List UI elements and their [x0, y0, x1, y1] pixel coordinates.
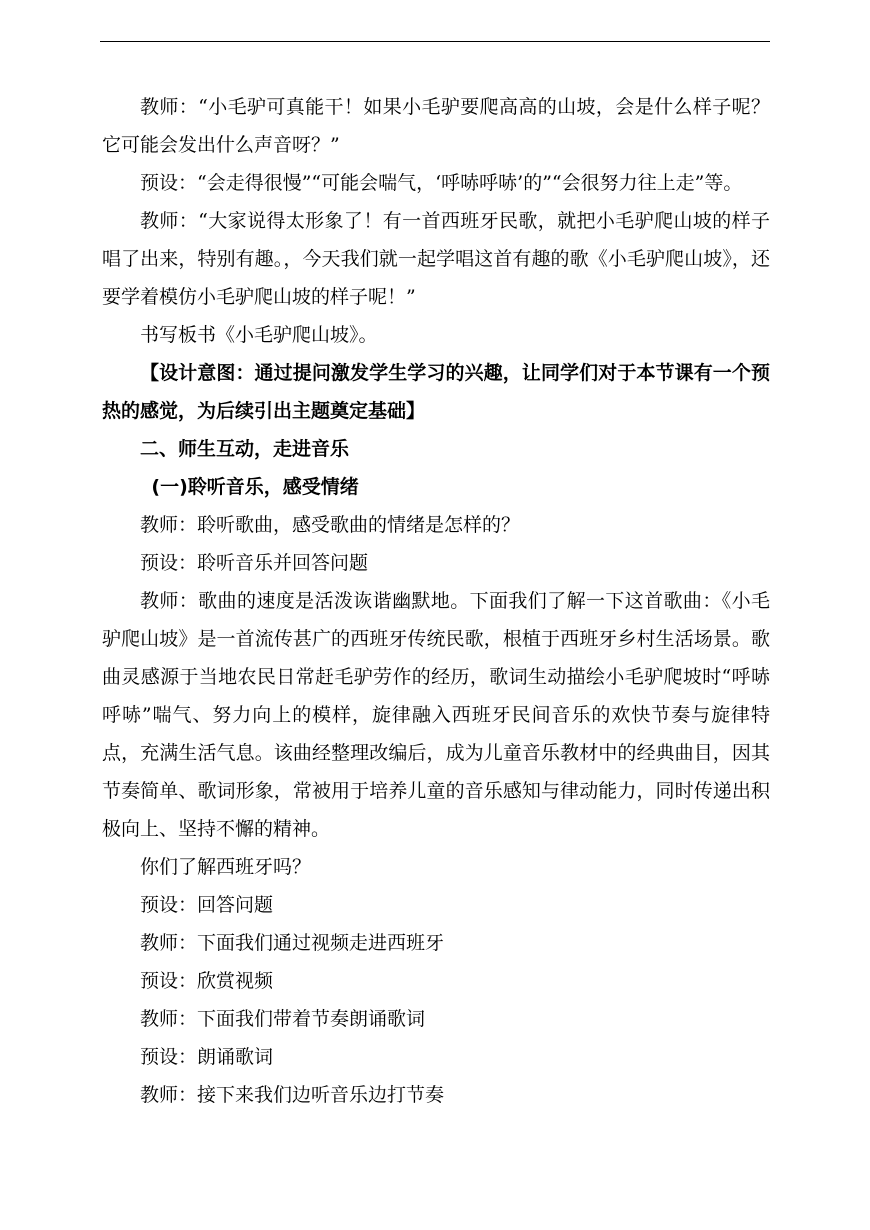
- paragraph-expected-video: 预设：欣赏视频: [140, 970, 274, 992]
- document-body: [102, 88, 770, 1114]
- paragraph-teacher-question: 教师：“小毛驴可真能干！如果小毛驴要爬高高的山坡，会是什么样子呢？它可能会发出什么声音呀？”: [102, 96, 770, 156]
- header-rule: [100, 41, 770, 42]
- paragraph-teacher-listen: 教师：聆听歌曲，感受歌曲的情绪是怎样的？: [140, 514, 521, 536]
- paragraph-expected-recite: 预设：朗诵歌词: [140, 1046, 274, 1068]
- subsection-heading: (一)聆听音乐，感受情绪: [151, 476, 359, 498]
- paragraph-expected-answer: 预设：“会走得很慢”“可能会喘气，‘呼哧呼哧’的”“会很努力往上走”等。: [140, 172, 743, 194]
- paragraph-design-intent: 【设计意图：通过提问激发学生学习的兴趣，让同学们对于本节课有一个预热的感觉，为后续引出主题奠定基础】: [102, 362, 770, 422]
- paragraph-teacher-video: 教师：下面我们通过视频走进西班牙: [140, 932, 445, 954]
- paragraph-board-writing: 书写板书《小毛驴爬山坡》。: [140, 324, 378, 346]
- section-heading: 二、师生互动，走进音乐: [140, 438, 350, 460]
- paragraph-expected-answer-2: 预设：回答问题: [140, 894, 274, 916]
- paragraph-teacher-rhythm: 教师：接下来我们边听音乐边打节奏: [140, 1084, 445, 1106]
- paragraph-question-spain: 你们了解西班牙吗？: [140, 856, 312, 878]
- paragraph-song-background: 教师：歌曲的速度是活泼诙谐幽默地。下面我们了解一下这首歌曲：《小毛驴爬山坡》是一首流传甚广的西班牙传统民歌，根植于西班牙乡村生活场景。歌曲灵感源于当地农民日常赶毛驴劳作的经历，歌词生动描绘小毛驴爬坡时“呼哧呼哧”喘气、努力向上的模样，旋律融入西班牙民间音乐的欢快节奏与旋律特点，充满生活气息。该曲经整理改编后，成为儿童音乐教材中的经典曲目，因其节奏简单、歌词形象，常被用于培养儿童的音乐感知与律动能力，同时传递出积极向上、坚持不懈的精神。: [102, 590, 770, 840]
- paragraph-expected-listen: 预设：聆听音乐并回答问题: [140, 552, 369, 574]
- paragraph-teacher-intro-song: 教师：“大家说得太形象了！有一首西班牙民歌，就把小毛驴爬山坡的样子唱了出来，特别有趣。，今天我们就一起学唱这首有趣的歌《小毛驴爬山坡》，还要学着模仿小毛驴爬山坡的样子呢！”: [102, 210, 770, 308]
- paragraph-teacher-recite: 教师：下面我们带着节奏朗诵歌词: [140, 1008, 426, 1030]
